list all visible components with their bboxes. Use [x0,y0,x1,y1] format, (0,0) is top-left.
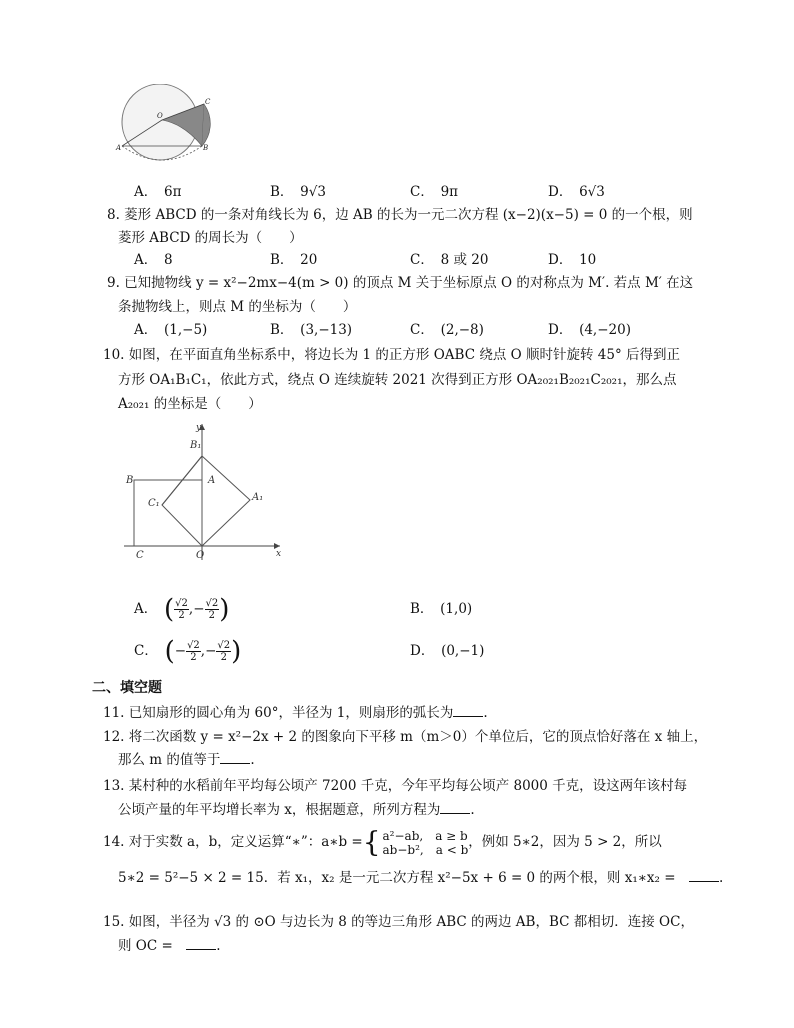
q10-option-d: D． (0,−1) [410,643,485,659]
option-text: (3,−13) [300,322,353,338]
answer-blank[interactable] [186,937,216,950]
comma: , [188,601,194,617]
period: . [250,752,255,768]
q12-text: 那么 m 的值等于 [118,752,221,768]
q10-label-y: y [196,423,202,433]
period: . [470,802,475,818]
q15-stem-line2 [118,937,221,955]
answer-blank[interactable] [220,751,250,764]
option-text: (1,−5) [164,322,208,338]
period: . [483,705,488,721]
q7-label-O: O [157,112,163,120]
q9-option-d [548,321,631,339]
q7-label-A: A [116,144,122,152]
comma: , [200,643,206,659]
q10-option-a [134,594,229,625]
brace: { [362,825,381,859]
q10-option-b: B． (1,0) [410,601,473,617]
q9-option-a [134,321,207,339]
q8-option-c [410,251,488,269]
option-text: 8 [164,252,173,268]
option-letter: C． [410,322,428,338]
q8-option-a [134,251,173,269]
paren-open: ( [164,594,175,625]
frac-den: 2 [220,652,227,663]
option-text: 9π [440,184,459,200]
q10-label-C1: C₁ [148,498,160,509]
option-text: 6√3 [579,184,605,200]
case-1: a²−ab, a ≥ b [382,828,468,843]
option-text: (2,−8) [440,322,484,338]
q8-stem-line1: 8. 菱形 ABCD 的一条对角线长为 6，边 AB 的长为一元二次方程 (x−2)(x−5) = 0 的一个根，则 [107,207,693,223]
option-letter: C． [134,643,152,659]
option-text: 8 或 20 [440,252,489,268]
option-letter: A． [134,601,151,617]
fraction [216,640,231,663]
case-2: ab−b², a < b [382,842,469,857]
q15-stem-line1: 15. 如图，半径为 √3 的 ⊙O 与边长为 8 的等边三角形 ABC 的两边 AB，BC 都相切．连接 OC， [103,914,694,930]
period: . [719,870,724,886]
answer-blank[interactable] [689,869,719,882]
minus: − [205,643,217,659]
q7-option-a [134,183,181,201]
option-text: 20 [300,252,318,268]
q10-label-B1: B₁ [190,440,202,451]
q7-label-C: C [205,98,211,106]
q13-stem-line1: 13. 某村种的水稻前年平均每公顷产 7200 千克，今年平均每公顷产 8000 千克，设这两年该村每 [103,778,688,794]
q9-option-c [410,321,484,339]
q7-label-B: B [203,144,209,152]
q13-text: 公顷产量的年平均增长率为 x，根据题意，所列方程为 [118,802,441,818]
q15-text: 则 OC = [118,938,173,954]
fraction [186,640,201,663]
option-letter: B． [270,184,287,200]
answer-blank[interactable] [453,704,483,717]
frac-num: √2 [205,598,219,609]
q14-stem-line2 [118,869,723,887]
option-letter: C． [410,184,428,200]
q8-option-b [270,251,317,269]
q14-suffix: ，例如 5∗2，因为 5 > 2，所以 [468,834,662,850]
option-letter: A． [134,252,151,268]
q10-figure [124,420,290,560]
q14-text: 5∗2 = 5²−5 × 2 = 15．若 x₁，x₂ 是一元二次方程 x²−5x + 6 = 0 的两个根，则 x₁∗x₂ = [118,870,676,886]
option-letter: A． [134,184,151,200]
section-heading-fill-in: 二、填空题 [92,680,162,696]
q10-option-c [134,636,241,667]
q10-label-A1: A₁ [252,492,264,503]
q7-option-d [548,183,605,201]
q10-stem-line3: A₂₀₂₁ 的坐标是（ ） [118,396,262,412]
q7-option-c [410,183,458,201]
q10-stem-line1: 10. 如图，在平面直角坐标系中，将边长为 1 的正方形 OABC 绕点 O 顺时针旋转 45° 后得到正 [103,347,680,363]
q11-stem [103,704,488,722]
option-letter: A． [134,322,151,338]
option-letter: C． [410,252,428,268]
q14-prefix: 14. 对于实数 a，b，定义运算“∗”：a∗b = [103,834,363,850]
q10-label-B: B [126,475,134,486]
q8-stem-line2: 菱形 ABCD 的周长为（ ） [118,230,303,246]
option-letter: D． [548,184,566,200]
q7-option-b [270,183,326,201]
q13-stem-line2 [118,801,475,819]
frac-num: √2 [175,598,188,609]
period: . [216,938,221,954]
frac-den: 2 [190,652,197,663]
q10-label-O: O [196,550,205,560]
q9-option-b [270,321,352,339]
q12-stem-line1: 12. 将二次函数 y = x²−2x + 2 的图象向下平移 m（m＞0）个单位后，它的顶点恰好落在 x 轴上， [103,729,708,745]
q9-stem-line1: 9. 已知抛物线 y = x²−2mx−4(m > 0) 的顶点 M 关于坐标原点 O 的对称点为 M′. 若点 M′ 在这 [107,275,694,291]
option-text: 10 [579,252,597,268]
option-letter: D． [548,322,566,338]
paren-open: ( [164,636,175,667]
q10-label-x: x [276,549,282,559]
paren-close: ) [231,636,242,667]
q11-text: 11. 已知扇形的圆心角为 60°，半径为 1，则扇形的弧长为 [103,705,454,721]
minus: − [193,601,205,617]
minus: − [174,643,187,659]
fraction [205,598,220,621]
frac-num: √2 [217,640,231,651]
q8-option-d [548,251,596,269]
piecewise [383,829,469,857]
q9-stem-line2: 条抛物线上，则点 M 的坐标为（ ） [118,299,357,315]
frac-num: √2 [187,640,200,651]
frac-den: 2 [178,610,185,621]
paren-close: ) [219,594,230,625]
option-text: (4,−20) [579,322,631,338]
option-text: 6π [164,184,182,200]
option-text: 9√3 [300,184,326,200]
answer-blank[interactable] [440,801,470,814]
option-letter: D． [548,252,566,268]
fraction [174,598,189,621]
q10-label-A: A [208,475,216,486]
frac-den: 2 [208,610,216,621]
option-letter: B． [270,252,287,268]
q7-figure [112,84,212,164]
option-letter: B． [270,322,287,338]
q10-stem-line2: 方形 OA₁B₁C₁，依此方式，绕点 O 连续旋转 2021 次得到正方形 OA₂₀₂₁B₂₀₂₁C₂₀₂₁，那么点 [118,372,677,388]
q10-label-C: C [136,550,144,560]
q12-stem-line2 [118,751,255,769]
q14-stem-line1 [103,826,662,859]
